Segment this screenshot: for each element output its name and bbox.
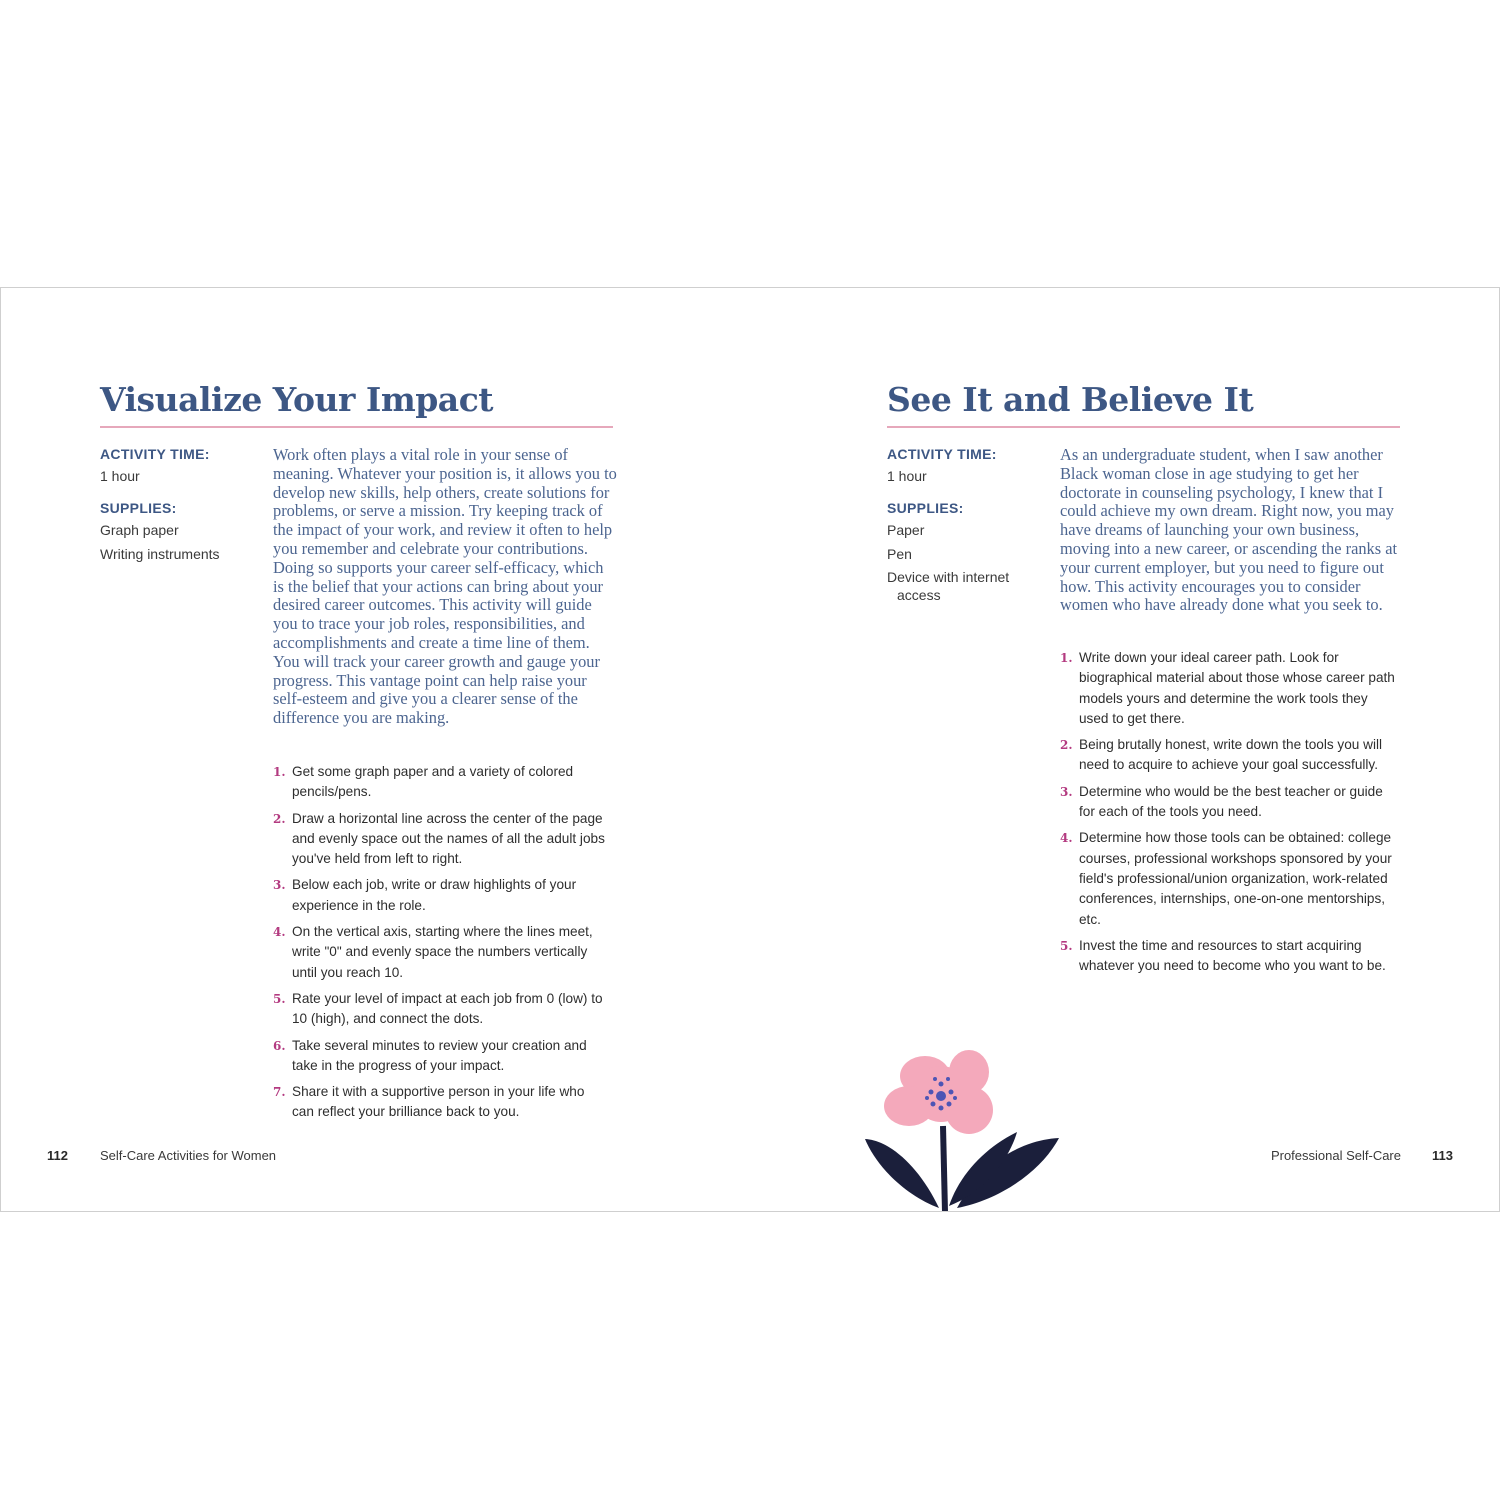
step-item	[273, 1082, 608, 1123]
supply-item: Writing instruments	[100, 546, 220, 562]
step-text: Determine how those tools can be obtained: college courses, professional workshops sponsored by your field's professional/union organization, work-related conferences, internships, one-on-one mentorships, etc.	[1079, 830, 1392, 927]
step-number: 4.	[273, 925, 286, 940]
running-title: Self-Care Activities for Women	[100, 1148, 277, 1163]
step-text: Being brutally honest, write down the tools you will need to acquire to achieve your goal successfully.	[1079, 737, 1382, 773]
page-title: See It and Believe It	[887, 380, 1254, 419]
step-number: 5.	[1060, 938, 1073, 953]
activity-time-label: ACTIVITY TIME:	[100, 446, 210, 462]
step-text: On the vertical axis, starting where the lines meet, write "0" and evenly space the numbers vertically until you reach 10.	[292, 924, 593, 980]
step-text: Write down your ideal career path. Look for biographical material about those whose career path models yours and determine the work tools they used to get there.	[1079, 650, 1395, 726]
step-item	[273, 1036, 608, 1077]
title-rule	[887, 426, 1400, 428]
step-number: 1.	[1060, 651, 1073, 665]
supplies-label: SUPPLIES:	[887, 500, 964, 516]
step-text: Below each job, write or draw highlights of your experience in the role.	[292, 877, 577, 913]
step-number: 1.	[273, 765, 286, 779]
supply-item: Device with internet access	[887, 569, 1010, 603]
step-item	[1060, 782, 1400, 823]
step-item	[1060, 735, 1400, 776]
leaf-icon	[865, 1132, 1059, 1208]
supply-item: Graph paper	[100, 522, 179, 538]
step-text: Share it with a supportive person in your life who can reflect your brilliance back to you.	[292, 1084, 585, 1120]
step-number: 4.	[1060, 831, 1073, 846]
supply-item: Paper	[887, 522, 925, 538]
activity-sidebar	[887, 446, 1047, 608]
step-number: 3.	[1060, 784, 1073, 799]
step-number: 2.	[273, 811, 286, 826]
activity-time-value: 1 hour	[887, 468, 927, 484]
title-rule	[100, 426, 613, 428]
step-number: 2.	[1060, 738, 1073, 753]
activity-time-label: ACTIVITY TIME:	[887, 446, 997, 462]
step-item	[273, 989, 608, 1030]
step-number: 6.	[273, 1038, 286, 1053]
flower-illustration-icon	[859, 1048, 1069, 1212]
step-item	[1060, 936, 1400, 977]
step-item	[273, 809, 608, 870]
activity-sidebar	[100, 446, 260, 568]
stem-icon	[943, 1126, 945, 1212]
step-text: Rate your level of impact at each job from 0 (low) to 10 (high), and connect the dots.	[292, 990, 603, 1027]
step-text: Get some graph paper and a variety of colored pencils/pens.	[292, 764, 574, 800]
step-text: Take several minutes to review your creation and take in the progress of your impact.	[292, 1037, 587, 1073]
page-title: Visualize Your Impact	[100, 380, 494, 419]
step-number: 3.	[273, 878, 286, 893]
left-page	[1, 288, 750, 1211]
steps-list	[1060, 648, 1400, 982]
book-spread	[0, 287, 1500, 1212]
page-number: 112	[47, 1148, 68, 1163]
page-number: 113	[1432, 1148, 1453, 1163]
supplies-label: SUPPLIES:	[100, 500, 177, 516]
supply-item: Pen	[887, 546, 912, 562]
step-text: Draw a horizontal line across the center of the page and evenly space out the names of all the adult jobs you've held from left to right.	[292, 810, 605, 867]
steps-list	[273, 762, 608, 1129]
step-item	[273, 762, 608, 803]
step-item	[1060, 648, 1400, 729]
step-number: 7.	[273, 1085, 286, 1100]
intro-paragraph: As an undergraduate student, when I saw another Black woman close in age studying to get her doctorate in counseling psychology, I knew that I could achieve my own dream. Right now, you may have dreams of launching your own business, moving into a new career, or ascending the ranks at your current employer, but you need to figure out how. This activity encourages you to consider women who have already done what you seek to.	[1060, 445, 1398, 615]
step-item	[273, 922, 608, 983]
step-text: Determine who would be the best teacher or guide for each of the tools you need.	[1079, 783, 1383, 820]
activity-time-value: 1 hour	[100, 468, 140, 484]
step-text: Invest the time and resources to start acquiring whatever you need to become who you want to be.	[1079, 937, 1386, 974]
step-item	[273, 875, 608, 916]
step-number: 5.	[273, 991, 286, 1006]
intro-paragraph: Work often plays a vital role in your sense of meaning. Whatever your position is, it allows you to develop new skills, help others, create solutions for problems, or serve a mission. Try keeping track of the impact of your work, and review it often to help you remember and celebrate your contributions. Doing so supports your career self-efficacy, which is the belief that your actions can bring about your desired career outcomes. This activity will guide you to trace your job roles, responsibilities, and accomplishments and create a time line of them. You will track your career growth and gauge your progress. This vantage point can help raise your self-esteem and give you a clearer sense of the difference you are making.	[273, 445, 617, 728]
step-item	[1060, 828, 1400, 929]
running-title: Professional Self-Care	[1270, 1148, 1401, 1163]
